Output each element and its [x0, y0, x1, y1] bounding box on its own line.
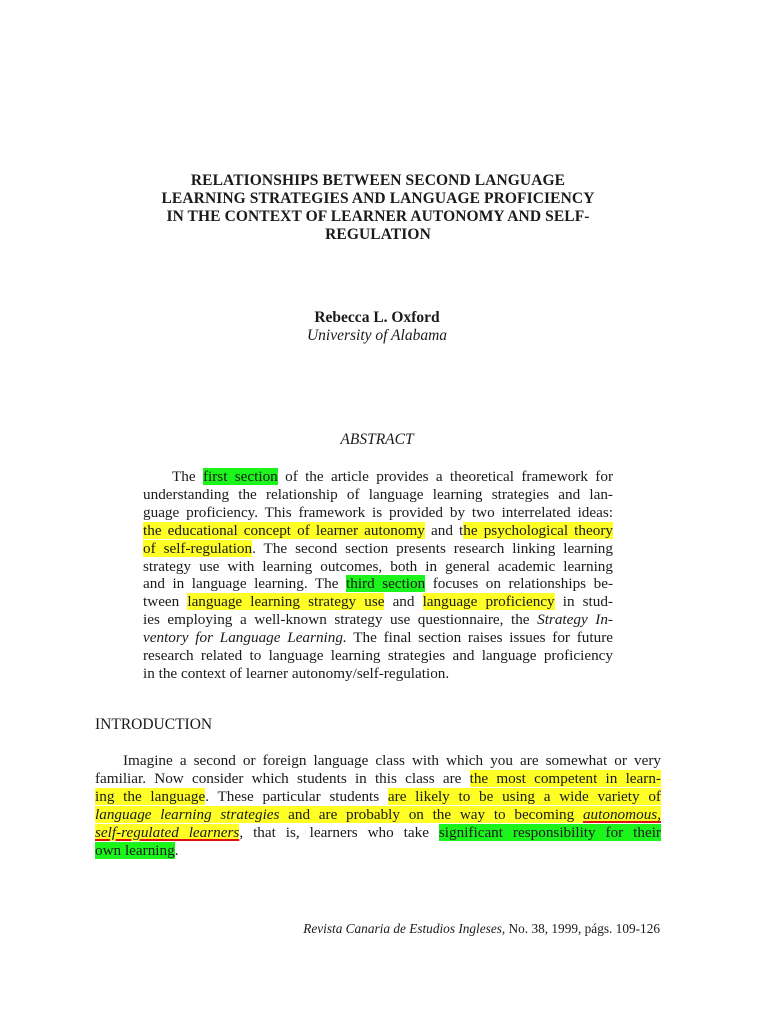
text-run: in stud-	[554, 593, 613, 611]
text-run: guage proficiency. This framework is provided by two interrelated ideas:	[143, 503, 613, 521]
abstract-line	[143, 522, 613, 540]
intro-line	[95, 770, 661, 788]
journal-name: Revista Canaria de Estudios Ingleses,	[303, 921, 506, 936]
highlight-green: first section	[202, 468, 278, 485]
abstract-line	[143, 486, 613, 504]
text-run: ies employing a well-known strategy use questionnaire, the	[143, 611, 538, 629]
abstract-line	[143, 558, 613, 576]
text-run: The	[172, 468, 203, 485]
highlight-yellow: language proficiency	[422, 593, 555, 611]
highlight-green: significant responsibility for their	[438, 824, 661, 842]
highlight-yellow: the most competent in learn-	[469, 770, 661, 788]
text-run: focuses on relationships be-	[425, 575, 613, 593]
title-line-4: REGULATION	[325, 226, 431, 243]
abstract-line	[143, 504, 613, 522]
text-run: tween	[143, 593, 188, 611]
title-line-2: LEARNING STRATEGIES AND LANGUAGE PROFICIENCY	[161, 190, 595, 207]
abstract-line	[143, 629, 613, 647]
text-run: of the article provides a theoretical framework for	[277, 468, 613, 485]
text-run: familiar. Now consider which students in this class are	[95, 770, 470, 788]
journal-footer	[0, 921, 660, 937]
highlight-yellow: and are probably on the way to becoming	[279, 806, 583, 824]
highlight-yellow: the educational concept of learner autonomy	[143, 521, 425, 539]
intro-line	[95, 824, 661, 842]
highlight-yellow: he psychological theory	[463, 521, 613, 539]
italic-run: Strategy In-	[537, 611, 613, 629]
abstract-line	[143, 647, 613, 665]
highlight-yellow: are likely to be using a wide variety of	[387, 788, 661, 806]
author-name: Rebecca L. Oxford	[314, 309, 440, 326]
title-line-3: IN THE CONTEXT OF LEARNER AUTONOMY AND SELF-	[166, 208, 590, 225]
intro-line	[95, 788, 661, 806]
highlight-green: third section	[346, 575, 426, 593]
text-run: . These particular students	[205, 788, 388, 806]
text-run: strategy use with learning outcomes, both in general academic learning	[143, 557, 613, 575]
abstract-line	[143, 593, 613, 611]
text-run: research related to language learning strategies and language proficiency	[143, 647, 613, 665]
text-run: .	[174, 842, 179, 860]
journal-details: No. 38, 1999, págs. 109-126	[505, 921, 660, 936]
introduction-heading: INTRODUCTION	[95, 716, 213, 733]
intro-line	[95, 842, 661, 860]
introduction-paragraph	[95, 752, 661, 861]
highlight-yellow-italic: language learning strategies	[95, 806, 280, 824]
abstract-line	[143, 611, 613, 629]
abstract-heading: ABSTRACT	[340, 431, 414, 448]
text-run: understanding the relationship of language learning strategies and lan-	[143, 485, 613, 503]
text-run: in the context of learner autonomy/self-regulation.	[143, 664, 450, 682]
text-run: and t	[424, 521, 464, 539]
abstract-line	[143, 665, 613, 683]
highlight-yellow-italic-red-underline: self-regulated learners	[95, 824, 240, 842]
highlight-yellow-italic-red-underline: autonomous,	[582, 806, 661, 824]
italic-run: ventory for Language Learning.	[143, 629, 347, 647]
author-affiliation: University of Alabama	[306, 327, 448, 344]
text-run: Imagine a second or foreign language class with which you are somewhat or very	[123, 752, 661, 769]
abstract-line	[143, 468, 613, 486]
text-run: The final section raises issues for future	[346, 629, 613, 647]
title-line-1: RELATIONSHIPS BETWEEN SECOND LANGUAGE	[190, 172, 566, 189]
highlight-yellow: ing the language	[95, 788, 206, 806]
abstract-line	[143, 575, 613, 593]
abstract-line	[143, 540, 613, 558]
highlight-yellow: language learning strategy use	[187, 593, 385, 611]
text-run: . The second section presents research linking learning	[252, 539, 613, 557]
intro-line	[95, 806, 661, 824]
intro-line	[95, 752, 661, 770]
paper-title	[120, 172, 636, 244]
text-run: and in language learning. The	[143, 575, 346, 593]
text-run: , that is, learners who take	[239, 824, 439, 842]
highlight-yellow: of self-regulation	[143, 539, 253, 557]
abstract-paragraph	[143, 468, 613, 683]
highlight-green: own learning	[95, 842, 175, 860]
text-run: and	[384, 593, 423, 611]
